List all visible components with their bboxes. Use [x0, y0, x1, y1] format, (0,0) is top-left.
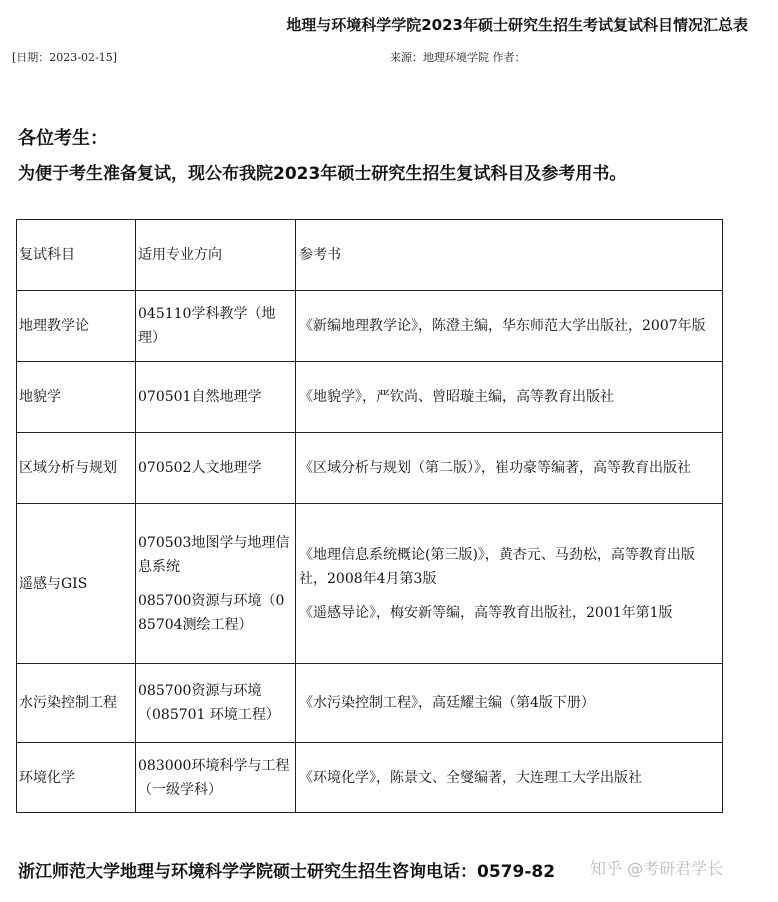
source-author: 来源：地理环境学院 作者：: [390, 51, 526, 64]
major-line: 070503地图学与地理信息系统: [138, 534, 290, 575]
table-row: [17, 743, 723, 813]
header-major: 适用专业方向: [136, 220, 296, 291]
book-cell: [296, 504, 723, 664]
subject-cell: 地貌学: [17, 362, 136, 433]
table-row: [17, 362, 723, 433]
subject-cell: 地理教学论: [17, 291, 136, 362]
major-line: （085701 环境工程）: [138, 707, 280, 723]
intro-text: 为便于考生准备复试，现公布我院2023年硕士研究生招生复试科目及参考用书。: [18, 164, 627, 184]
table-header-row: [17, 220, 723, 291]
exam-subjects-table: [16, 219, 723, 813]
major-cell: 083000环境科学与工程（一级学科）: [136, 743, 296, 813]
major-cell: 070502人文地理学: [136, 433, 296, 504]
major-cell: 045110学科教学（地理）: [136, 291, 296, 362]
table-row: [17, 433, 723, 504]
table-row: [17, 504, 723, 664]
book-line: 《遥感导论》，梅安新等编，高等教育出版社，2001年第1版: [299, 604, 673, 621]
major-line: 085700资源与环境（085704测绘工程）: [138, 592, 285, 633]
greeting: 各位考生：: [18, 128, 108, 149]
major-cell: [136, 664, 296, 743]
book-line: 《地理信息系统概论(第三版)》，黄杏元、马劲松，高等教育出版社，2008年4月第3版: [299, 546, 695, 587]
watermark: 知乎 @考研君学长: [590, 859, 724, 878]
contact-phone-line: 浙江师范大学地理与环境科学学院硕士研究生招生咨询电话：0579-82: [18, 862, 556, 882]
header-subject: 复试科目: [17, 220, 136, 291]
subject-cell: 遥感与GIS: [17, 504, 136, 664]
book-cell: 《新编地理教学论》，陈澄主编，华东师范大学出版社，2007年版: [296, 291, 723, 362]
subject-cell: 水污染控制工程: [17, 664, 136, 743]
major-line: 085700资源与环境: [138, 683, 262, 699]
subject-cell: 环境化学: [17, 743, 136, 813]
page-title: 地理与环境科学学院2023年硕士研究生招生考试复试科目情况汇总表: [286, 16, 748, 34]
major-cell: [136, 504, 296, 664]
book-cell: 《水污染控制工程》，高廷耀主编（第4版下册）: [296, 664, 723, 743]
major-cell: 070501自然地理学: [136, 362, 296, 433]
table-row: [17, 291, 723, 362]
publish-date: [日期：2023-02-15]: [12, 51, 118, 64]
header-book: 参考书: [296, 220, 723, 291]
table-row: [17, 664, 723, 743]
book-cell: 《区域分析与规划（第二版）》，崔功豪等编著，高等教育出版社: [296, 433, 723, 504]
book-cell: 《地貌学》，严钦尚、曾昭璇主编，高等教育出版社: [296, 362, 723, 433]
book-cell: 《环境化学》，陈景文、全燮编著，大连理工大学出版社: [296, 743, 723, 813]
subject-cell: 区域分析与规划: [17, 433, 136, 504]
